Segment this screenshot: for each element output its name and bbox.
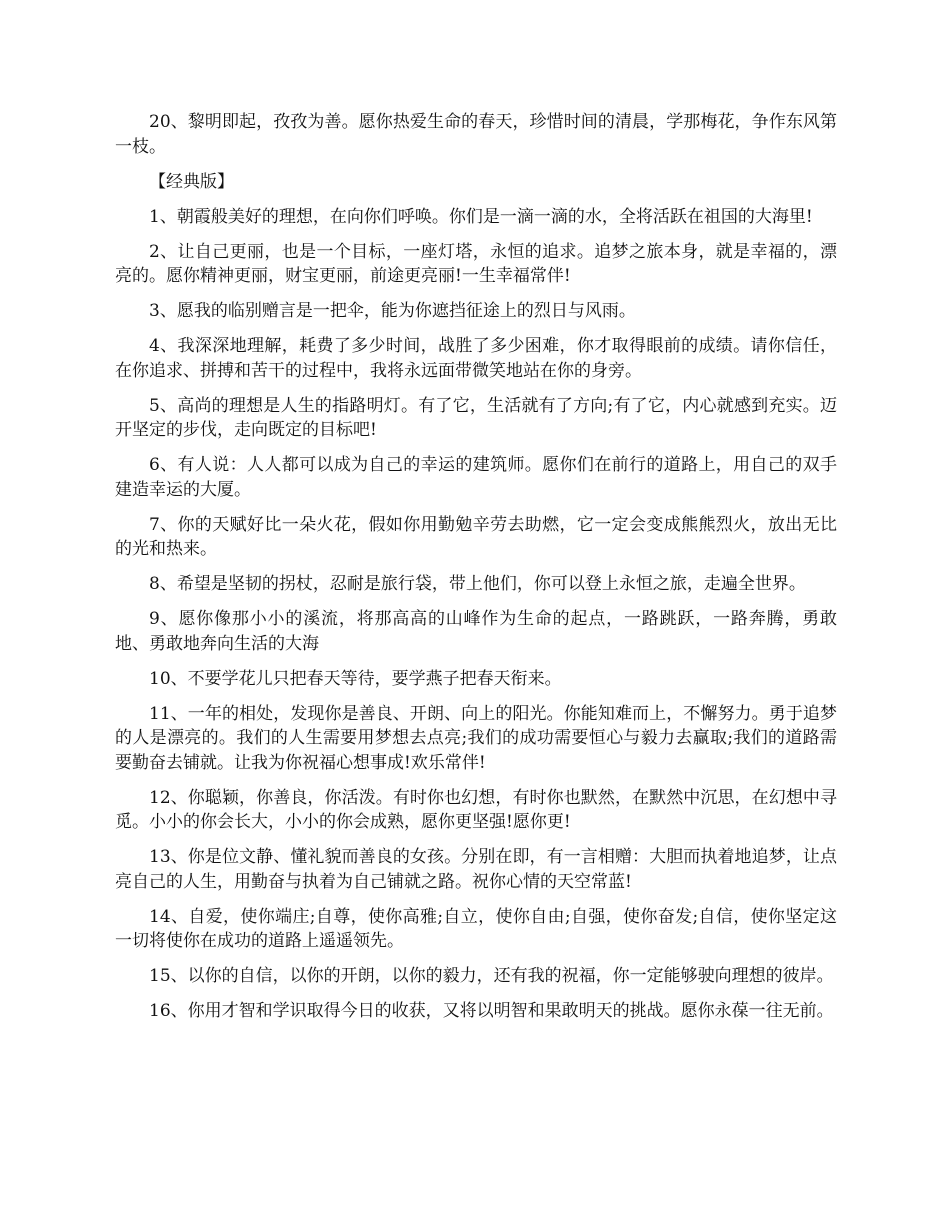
paragraph-item-16: 16、你用才智和学识取得今日的收获，又将以明智和果敢明天的挑战。愿你永葆一往无前。 (149, 1001, 834, 1021)
paragraph-item-6: 6、有人说：人人都可以成为自己的幸运的建筑师。愿你们在前行的道路上，用自己的双手建造幸运的大厦。 (115, 455, 837, 500)
section-heading: 【经典版】 (149, 171, 234, 192)
paragraph-item-15: 15、以你的自信，以你的开朗，以你的毅力，还有我的祝福，你一定能够驶向理想的彼岸。 (149, 966, 834, 986)
paragraph-item-4: 4、我深深地理解，耗费了多少时间，战胜了多少困难，你才取得眼前的成绩。请你信任，在你追求、拼搏和苦干的过程中，我将永远面带微笑地站在你的身旁。 (115, 336, 837, 381)
paragraph-item-3: 3、愿我的临别赠言是一把伞，能为你遮挡征途上的烈日与风雨。 (149, 301, 636, 321)
paragraph-item-9: 9、愿你像那小小的溪流，将那高高的山峰作为生命的起点，一路跳跃，一路奔腾，勇敢地、勇敢地奔向生活的大海 (115, 609, 837, 654)
document-page (115, 110, 837, 1034)
paragraph-item-13: 13、你是位文静、懂礼貌而善良的女孩。分别在即，有一言相赠：大胆而执着地追梦，让点亮自己的人生，用勤奋与执着为自己铺就之路。祝你心情的天空常蓝! (115, 847, 837, 892)
paragraph-item-11: 11、一年的相处，发现你是善良、开朗、向上的阳光。你能知难而上，不懈努力。勇于追梦的人是漂亮的。我们的人生需要用梦想去点亮;我们的成功需要恒心与毅力去赢取;我们的道路需要勤奋去铺就。让我为你祝福心想事成!欢乐常伴! (115, 703, 837, 773)
paragraph-item-1: 1、朝霞般美好的理想，在向你们呼唤。你们是一滴一滴的水，全将活跃在祖国的大海里! (149, 206, 813, 227)
paragraph-item-7: 7、你的天赋好比一朵火花，假如你用勤勉辛劳去助燃，它一定会变成熊熊烈火，放出无比的光和热来。 (115, 514, 837, 559)
paragraph-item-12: 12、你聪颖，你善良，你活泼。有时你也幻想，有时你也默然，在默然中沉思，在幻想中寻觅。小小的你会长大，小小的你会成熟，愿你更坚强!愿你更! (115, 787, 837, 832)
paragraph-item-8: 8、希望是坚韧的拐杖，忍耐是旅行袋，带上他们，你可以登上永恒之旅，走遍全世界。 (149, 574, 806, 594)
paragraph-item-14: 14、自爱，使你端庄;自尊，使你高雅;自立，使你自由;自强，使你奋发;自信，使你坚定这一切将使你在成功的道路上遥遥领先。 (115, 906, 837, 951)
paragraph-item-2: 2、让自己更丽，也是一个目标，一座灯塔，永恒的追求。追梦之旅本身，就是幸福的，漂亮的。愿你精神更丽，财宝更丽，前途更亮丽!一生幸福常伴! (115, 241, 837, 286)
paragraph-item-5: 5、高尚的理想是人生的指路明灯。有了它，生活就有了方向;有了它，内心就感到充实。迈开坚定的步伐，走向既定的目标吧! (115, 395, 837, 440)
paragraph-item-10: 10、不要学花儿只把春天等待，要学燕子把春天衔来。 (149, 668, 562, 689)
paragraph-intro: 20、黎明即起，孜孜为善。愿你热爱生命的春天，珍惜时间的清晨，学那梅花，争作东风第一枝。 (115, 112, 837, 157)
